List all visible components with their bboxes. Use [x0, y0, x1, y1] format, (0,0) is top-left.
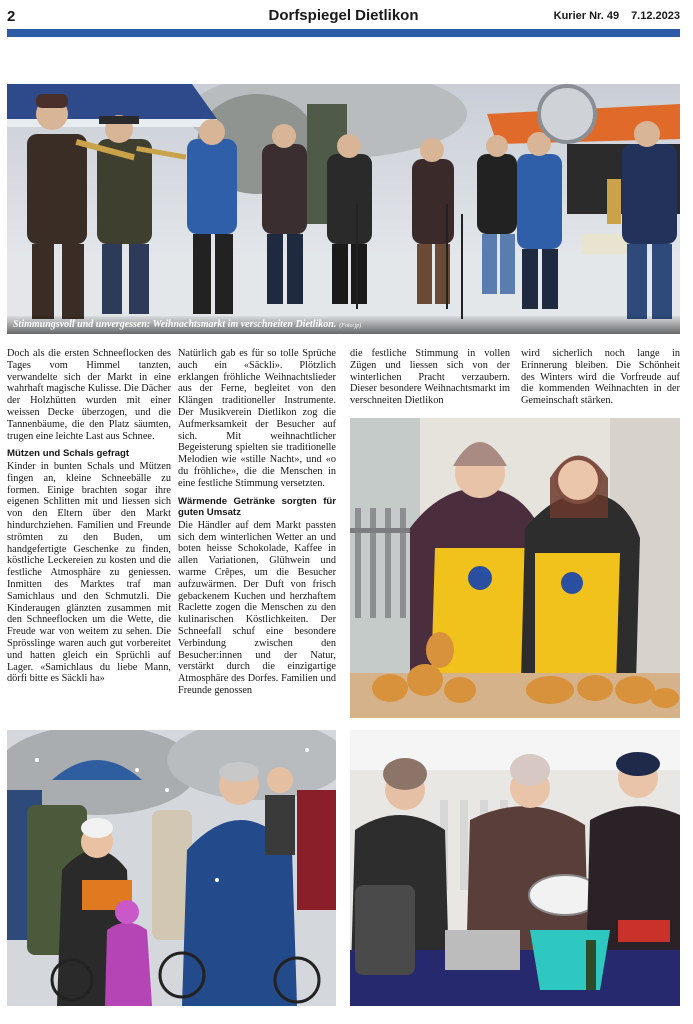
- photo-credit: (Foto:jp): [339, 323, 362, 329]
- article-paragraph: Kinder in bunten Schals und Mützen fingen an, kleine Schneebälle zu formen. Einige brachten sogar ihre eigenen Schlitten mit und liessen sich von den Eltern über den Markt hindurchziehen. Familien und Freunde strömten zu den Buden, um handgefertigte Geschenke zu finden, köstliche Leckereien zu kosten und die festliche Atmosphäre zu geniessen. Inmitten des Marktes traf man Samichlaus und den Schmutzli. Die Kinderaugen glänzten zusammen mit den Schneeflocken um die Wette, die Freude war von weitem zu sehen. Die Sprösslinge waren auch gut vorbereitet und hatten gleich ein Sprüchli auf Lager. «Samichlaus du liebe Mann, dörfi bitte es Säckli ha»: [7, 460, 171, 685]
- issue-number: Kurier Nr. 49: [553, 10, 620, 22]
- article-column-1: [7, 348, 171, 691]
- issue-info: [554, 10, 680, 22]
- photo-caption: [7, 316, 680, 334]
- page-number: 2: [7, 8, 16, 25]
- lions-club-volunteers-photo: [350, 418, 680, 718]
- article-column-2: [178, 348, 336, 703]
- article-paragraph: wird sicherlich noch lange in Erinnerung bleiben. Die Schönheit des Winters wird die Vorfreude auf die kommenden Weihnachten in der Gemeinschaft stärken.: [521, 348, 680, 407]
- article-paragraph: Die Händler auf dem Markt passten sich dem winterlichen Wetter an und boten heisse Schokolade, Kaffee in allen Variationen, Glühwein und warme Crêpes, um die Besucher aufzuwärmen. Der Duft von frisch gebackenem Kuchen und herzhaftem Raclette zogen die Menschen zu den kulinarischen Köstlichkeiten. Der Schneefall schuf eine besondere Verbindung zwischen den Besucher:innen und der Natur, verstärkt durch die einzigartige Atmosphäre des Dorfes. Familien und Freunde genossen: [178, 519, 336, 696]
- article-paragraph: Doch als die ersten Schneeflocken des Tages vom Himmel tanzten, verwandelte sich der Markt in eine wahrhaft magische Kulisse. Die Dächer der Holzhütten wurden mit einer weissen Decke überzogen, und die Tannenbäume, die den Platz säumten, trugen eine leichte Last aus Schnee.: [7, 348, 171, 442]
- subheading: Wärmende Getränke sorgten für guten Umsatz: [178, 495, 336, 519]
- lions-club-emblem-icon: [561, 572, 583, 594]
- article-column-3: [350, 348, 510, 413]
- article-column-4: [521, 348, 680, 413]
- article-paragraph: die festliche Stimmung in vollen Zügen und liessen sich von der winterlichen Pracht verzaubern. Dieser besondere Weihnachtsmarkt im verschneiten Dietlikon: [350, 348, 510, 407]
- caption-text: Stimmungsvoll und unvergessen: Weihnachtsmarkt im verschneiten Dietlikon.: [13, 319, 337, 330]
- brass-band-photo: [7, 84, 680, 334]
- header-rule: [7, 29, 680, 37]
- issue-date: 7.12.2023: [631, 10, 680, 22]
- subheading: Mützen und Schals gefragt: [7, 448, 130, 460]
- food-stand-photo: [350, 730, 680, 1006]
- samichlaus-crowd-photo: [7, 730, 336, 1006]
- newspaper-name: Dorfspiegel Dietlikon: [268, 7, 419, 24]
- lions-club-emblem-icon: [468, 566, 492, 590]
- article-paragraph: Natürlich gab es für so tolle Sprüche auch ein «Säckli». Plötzlich erklangen fröhliche Weihnachtslieder aus der Ferne, begleitet von den Klängen traditioneller Instrumente. Der Musikverein Dietlikon zog die Aufmerksamkeit der Besucher auf sich. Mit weihnachtlicher Begeisterung spielten sie traditionelle Melodien wie «stille Nacht», und «o du fröhliche», die die Menschen in eine festliche Stimmung versetzten.: [178, 348, 336, 489]
